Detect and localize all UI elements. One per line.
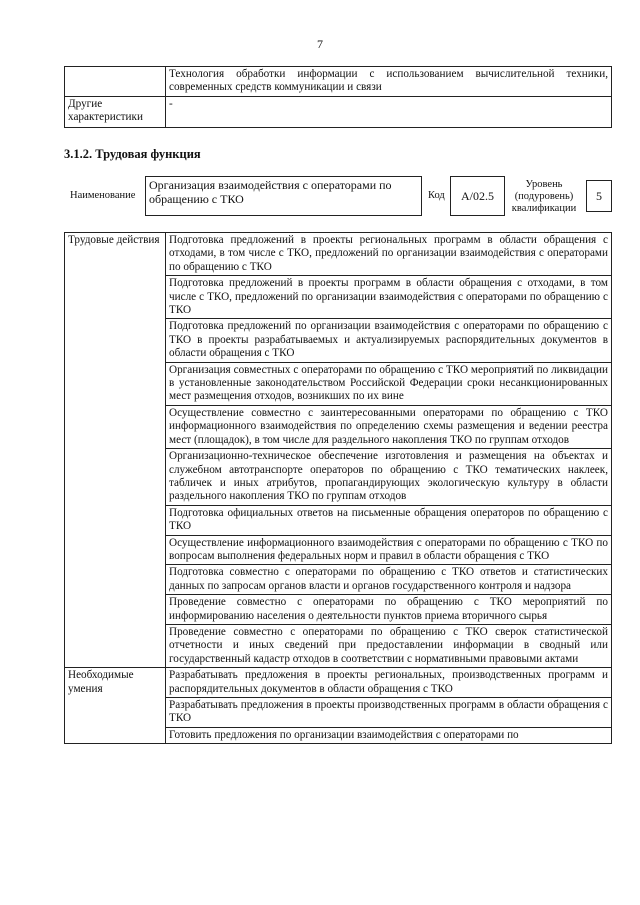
code-box — [450, 176, 505, 216]
list-item: Проведение совместно с операторами по обращению с ТКО сверок статистической отчетности и иных сведений при предоставлении информации в сводный или государственный кадастр отходов в соответствии с нормативными правовыми актами — [166, 624, 612, 667]
row-text: Технология обработки информации с использованием вычислительной техники, современных средств коммуникации и связи — [166, 67, 612, 97]
list-item: Подготовка предложений по организации взаимодействия с операторами по обращению с ТКО в проекты разрабатываемых и актуализируемых распорядительных документов в области обращения с ТКО — [166, 319, 612, 362]
table-row — [65, 67, 612, 97]
row-label — [65, 67, 166, 97]
level-value: 5 — [596, 189, 602, 203]
table-row — [65, 233, 612, 276]
section-heading: 3.1.2. Трудовая функция — [64, 147, 201, 161]
table-row — [65, 96, 612, 127]
list-item: Подготовка официальных ответов на письменные обращения операторов по обращению с ТКО — [166, 505, 612, 535]
labor-function-header — [64, 176, 612, 216]
list-item: Организация совместных с операторами по обращению с ТКО мероприятий по ликвидации в установленные законодательством Российской Федерации сроки несанкционированных мест размещения отходов, возникших по их вине — [166, 362, 612, 405]
list-item: Подготовка предложений в проекты программ в области обращения с отходами, в том числе с ТКО, предложений по организации взаимодействия с операторами по обращению с ТКО — [166, 276, 612, 319]
name-label: Наименование — [70, 190, 136, 201]
list-item: Подготовка совместно с операторами по обращению с ТКО ответов и статистических данных по запросам органов власти и органов государственного контроля и надзора — [166, 565, 612, 595]
function-name: Организация взаимодействия с операторами по обращению с ТКО — [149, 178, 392, 206]
table-row — [65, 668, 612, 698]
row-text: - — [166, 96, 612, 127]
function-name-box — [145, 176, 422, 216]
list-item: Проведение совместно с операторами по обращению с ТКО мероприятий по информированию населения о деятельности пунктов приема вторичного сырья — [166, 595, 612, 625]
row-label: Другие характеристики — [65, 96, 166, 127]
page-number: 7 — [317, 37, 323, 51]
list-item: Разрабатывать предложения в проекты производственных программ в области обращения с ТКО — [166, 698, 612, 728]
list-item: Организационно-техническое обеспечение изготовления и размещения на объектах и служебном автотранспорте операторов по обращению с ТКО тематических наклеек, табличек и иных атрибутов, пропагандирующих экологическую культуру в области раздельного накопления ТКО по группам отходов — [166, 449, 612, 506]
list-item: Подготовка предложений в проекты региональных программ в области обращения с отходами, в том числе с ТКО, предложений по организации взаимодействия с операторами по обращению с ТКО — [166, 233, 612, 276]
code-label: Код — [428, 190, 445, 201]
top-characteristics-table — [64, 66, 612, 128]
list-item: Осуществление совместно с заинтересованными операторами по обращению с ТКО информационного взаимодействия по определению схемы размещения и ведении реестра мест (площадок), в том числе для раздельного накопления ТКО по группам отходов — [166, 405, 612, 448]
level-label: Уровень (подуровень) квалификации — [511, 179, 577, 214]
list-item: Готовить предложения по организации взаимодействия с операторами по — [166, 727, 612, 743]
row-label: Необходимые умения — [65, 668, 166, 744]
level-box — [586, 180, 612, 212]
labor-function-table — [64, 232, 612, 744]
code-value: А/02.5 — [461, 189, 494, 203]
row-label: Трудовые действия — [65, 233, 166, 668]
list-item: Разрабатывать предложения в проекты региональных, производственных программ и распорядительных документов в области обращения с ТКО — [166, 668, 612, 698]
list-item: Осуществление информационного взаимодействия с операторами по обращению с ТКО по вопросам выполнения федеральных норм и правил в области обращения с ТКО — [166, 535, 612, 565]
